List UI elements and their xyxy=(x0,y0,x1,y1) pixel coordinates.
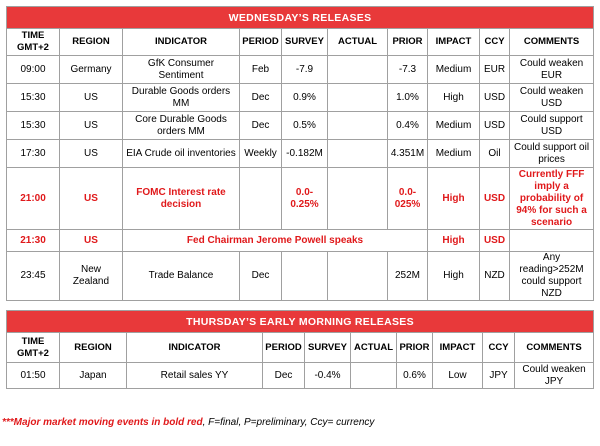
cell-prior: 0.6% xyxy=(397,363,433,389)
cell-comments: Any reading>252M could support NZD xyxy=(510,252,594,301)
cell-comments: Could support oil prices xyxy=(510,140,594,168)
header-indicator: INDICATOR xyxy=(123,29,240,56)
cell-indicator: EIA Crude oil inventories xyxy=(123,140,240,168)
header-period: PERIOD xyxy=(240,29,282,56)
cell-prior: -7.3 xyxy=(388,56,428,84)
cell-comments: Could weaken USD xyxy=(510,84,594,112)
cell-impact: Medium xyxy=(428,140,480,168)
cell-time: 15:30 xyxy=(7,84,60,112)
cell-impact: High xyxy=(428,84,480,112)
header-actual: ACTUAL xyxy=(328,29,388,56)
cell-time: 09:00 xyxy=(7,56,60,84)
cell-time: 23:45 xyxy=(7,252,60,301)
cell-region: US xyxy=(60,84,123,112)
footnote xyxy=(2,417,374,428)
cell-ccy: JPY xyxy=(483,363,515,389)
header-prior: PRIOR xyxy=(388,29,428,56)
cell-region: US xyxy=(60,230,123,252)
cell-prior: 0.4% xyxy=(388,112,428,140)
cell-region: New Zealand xyxy=(60,252,123,301)
footnote-emphasis: ***Major market moving events in bold red xyxy=(2,417,203,428)
table-row xyxy=(7,363,594,389)
cell-time: 01:50 xyxy=(7,363,60,389)
cell-survey: -7.9 xyxy=(282,56,328,84)
cell-survey: 0.0-0.25% xyxy=(282,168,328,230)
cell-ccy: Oil xyxy=(480,140,510,168)
cell-period: Dec xyxy=(240,84,282,112)
table-row xyxy=(7,140,594,168)
cell-region: US xyxy=(60,112,123,140)
table-row xyxy=(7,252,594,301)
cell-prior: 1.0% xyxy=(388,84,428,112)
cell-impact: Medium xyxy=(428,56,480,84)
cell-indicator: Retail sales YY xyxy=(127,363,263,389)
cell-actual xyxy=(328,168,388,230)
cell-period: Feb xyxy=(240,56,282,84)
header-survey: SURVEY xyxy=(305,333,351,363)
wednesday-banner: WEDNESDAY’S RELEASES xyxy=(7,7,594,29)
cell-impact: High xyxy=(428,230,480,252)
cell-actual xyxy=(351,363,397,389)
cell-indicator: FOMC Interest rate decision xyxy=(123,168,240,230)
cell-comments xyxy=(510,230,594,252)
table-row xyxy=(7,84,594,112)
header-actual: ACTUAL xyxy=(351,333,397,363)
cell-actual xyxy=(328,140,388,168)
header-comments: COMMENTS xyxy=(510,29,594,56)
table-row-major-event xyxy=(7,230,594,252)
cell-period: Dec xyxy=(240,112,282,140)
cell-indicator: Trade Balance xyxy=(123,252,240,301)
cell-period: Dec xyxy=(263,363,305,389)
header-ccy: CCY xyxy=(480,29,510,56)
cell-ccy: USD xyxy=(480,84,510,112)
cell-survey xyxy=(282,252,328,301)
table-row-major-event xyxy=(7,168,594,230)
header-time: TIME GMT+2 xyxy=(7,29,60,56)
cell-region: Germany xyxy=(60,56,123,84)
cell-comments: Could weaken JPY xyxy=(515,363,594,389)
cell-indicator: Core Durable Goods orders MM xyxy=(123,112,240,140)
wednesday-releases-table xyxy=(6,6,594,301)
cell-actual xyxy=(328,252,388,301)
cell-impact: High xyxy=(428,252,480,301)
cell-actual xyxy=(328,56,388,84)
cell-impact: High xyxy=(428,168,480,230)
header-impact: IMPACT xyxy=(433,333,483,363)
cell-ccy: NZD xyxy=(480,252,510,301)
cell-comments: Could support USD xyxy=(510,112,594,140)
cell-actual xyxy=(328,112,388,140)
header-time: TIME GMT+2 xyxy=(7,333,60,363)
thursday-banner: THURSDAY’S EARLY MORNING RELEASES xyxy=(7,311,594,333)
cell-comments: Currently FFF imply a probability of 94% for such a scenario xyxy=(510,168,594,230)
cell-region: US xyxy=(60,140,123,168)
header-indicator: INDICATOR xyxy=(127,333,263,363)
cell-ccy: EUR xyxy=(480,56,510,84)
cell-time: 15:30 xyxy=(7,112,60,140)
cell-survey: 0.9% xyxy=(282,84,328,112)
cell-period: Dec xyxy=(240,252,282,301)
cell-region: US xyxy=(60,168,123,230)
cell-indicator: GfK Consumer Sentiment xyxy=(123,56,240,84)
header-impact: IMPACT xyxy=(428,29,480,56)
cell-event: Fed Chairman Jerome Powell speaks xyxy=(123,230,428,252)
cell-comments: Could weaken EUR xyxy=(510,56,594,84)
cell-prior: 0.0-025% xyxy=(388,168,428,230)
header-ccy: CCY xyxy=(483,333,515,363)
cell-prior: 4.351M xyxy=(388,140,428,168)
cell-impact: Low xyxy=(433,363,483,389)
cell-indicator: Durable Goods orders MM xyxy=(123,84,240,112)
cell-survey: -0.182M xyxy=(282,140,328,168)
cell-ccy: USD xyxy=(480,230,510,252)
thursday-releases-table xyxy=(6,310,594,389)
cell-time: 21:00 xyxy=(7,168,60,230)
cell-survey: -0.4% xyxy=(305,363,351,389)
cell-impact: Medium xyxy=(428,112,480,140)
cell-time: 17:30 xyxy=(7,140,60,168)
footnote-legend: , F=final, P=preliminary, Ccy= currency xyxy=(202,417,375,428)
header-region: REGION xyxy=(60,29,123,56)
cell-period: Weekly xyxy=(240,140,282,168)
cell-time: 21:30 xyxy=(7,230,60,252)
cell-prior: 252M xyxy=(388,252,428,301)
cell-ccy: USD xyxy=(480,168,510,230)
cell-period xyxy=(240,168,282,230)
cell-survey: 0.5% xyxy=(282,112,328,140)
cell-region: Japan xyxy=(60,363,127,389)
header-prior: PRIOR xyxy=(397,333,433,363)
header-survey: SURVEY xyxy=(282,29,328,56)
header-comments: COMMENTS xyxy=(515,333,594,363)
table-row xyxy=(7,112,594,140)
cell-ccy: USD xyxy=(480,112,510,140)
header-period: PERIOD xyxy=(263,333,305,363)
header-region: REGION xyxy=(60,333,127,363)
cell-actual xyxy=(328,84,388,112)
table-row xyxy=(7,56,594,84)
